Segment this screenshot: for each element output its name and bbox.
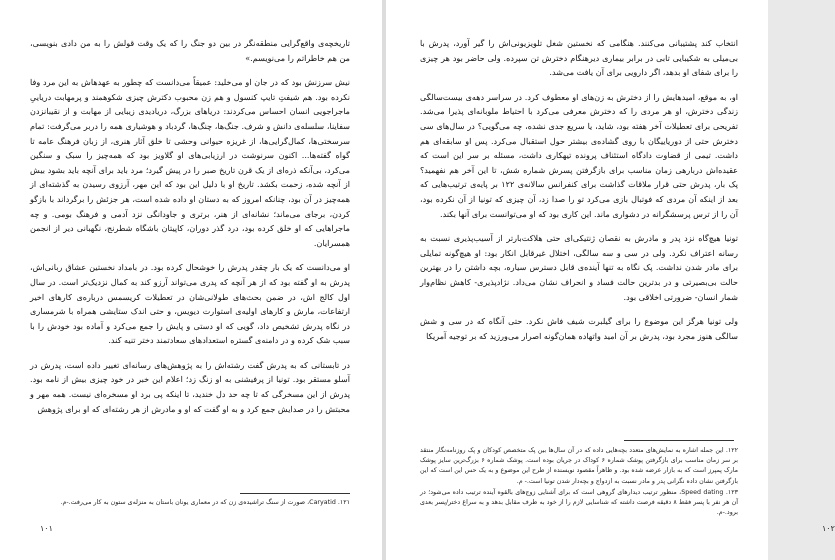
- footnote-rule: [240, 493, 350, 494]
- footnote: ۱۲۱. Caryatid، صورت از سنگ تراشیده‌ی زن که در معماری یونان باستان به منزله‌ی ستون به کار می‌رفت.-م.: [60, 499, 350, 506]
- left-page-body: [30, 36, 350, 426]
- paragraph: نیش سرزنش بود که در جان او می‌خلید: عمیقاً می‌دانست که چطور به عهدهاش به این مرد وفا نکرده بود. هم شیفتِ تایپ کنسول و هم زن محبوب دکترش چیزی شکوهمند و پرمهابت دریاییِ ماجراجویی انسان احساس می‌کردند: دریاهای بزرگ، دریادیدی زیبایی از مهابت و از نقیبانزدن سفاینا، سلسله‌ی دانش و شرف. جنگ‌ها، چنگ‌ها، گردباد و هوشیاری همه را دربر می‌گرفت: تمام سرسختی‌ها، کمال‌گرایی‌ها، از غریزه حیوانی وحشی تا خلق آثار هنری، از زبان فرهنگ عامه تا گواه گفته‌ها... اکنون سرنوشت در ارزیابی‌های او گلاویز بود که همه‌چیز را سبک و سنگین می‌کرد، بی‌آنکه ذره‌ای از یک قرن تاریخ صبر را در پیش گیرد؛ مرد باید برای آنچه باید بشود بیش از آنچه شده، زحمت بکشد. تاریخ او با دلیل این بود که این مهر، آرزوی رسیدن به گذشته‌ای از همه‌چیز در آن بود، چنانکه امروز که به دستان او داده شده است، هر جزئش را برگرداند با بازگو کردن، برجای می‌ماند؛ نشانه‌ای از هنر، برتری و جاودانگی نزد آدمی و فرهنگ بومی. و چه ماجراهایی که او خلق کرده بود، درد گذر دوران، کاپیتان باشگاه شطرنج، نگهبانی دیر از انجمن همسرایان.: [30, 77, 350, 248]
- footnote: ۱۲۲. این جمله اشاره به نمایش‌های متعدد بچه‌هایی داده که در آن سال‌ها بین پک متخصص کودکان و پک روزنامه‌نگار منتقد بر سر زمان مناسب برای بازگرفتن پوشک شماره ۶ کوداک در جریان بوده است. پوشک شماره ۶ بزرگ‌ترین سایز پوشک مارک پمپرز است که به بازار عرضه شده بود. و ظاهراً مقصود نویسنده از طرح این موضوع و به یک حس این است که این بازگرفتن نشان داده نگرانی پدر و مادر نسبت به ازدواج و بچه‌دار شدن تونیا است.- م.: [420, 447, 739, 485]
- left-footnotes: [30, 498, 350, 509]
- footnote: ۱۲۳. Speed dating، منظور ترتیب دیدارهای گروهی است که برای آشنایی زوج‌های بالقوه آینده ترتیب داده می‌شود؛ در آن هر نفر با پسر فقط ۸ دقیقه فرصت داشته که شناسایی لازم را از خود به طرف مقابل بدهد و به سراغ دختر/پسر بعدی برود.-م.: [420, 488, 738, 517]
- paragraph: تونیا هیچ‌گاه نزد پدر و مادرش به نقصان ژنتیکی‌ای حتی هلاکت‌بارتر از آسیب‌پذیری نسبت به رسانه اعتراف نکرد. ولی در سی و سه سالگی، اختلال غیرقابل انکار بود: او هیچ‌گونه تمایلی برای مادر شدن نداشت. پک نگاه به تنها آینده‌ی قابل دسترس سیاره، بچه داشتن را در بهترین حالت بی‌بصیرتی و در بدترین حالت فساد و انحراف نشان می‌داد. نژادپذیری- کاهش نظام‌وار شمار انسان- ضرورتی اخلاقی بود.: [420, 233, 738, 302]
- paragraph: او، به موقع، امیدهایش را از دخترش به زن‌های او معطوف کرد. در سراسر دهه‌ی بیست‌سالگی زندگی دخترش، او هر مردی را که دخترش معرفی می‌کرد با احتیاط ملوبانه‌ای پذیرا می‌شد. تفریحی برای تعطیلات آخر هفته بود، شاید، یا سریع جدی نشده، چه می‌گویی؟ در سال‌های سی دخترش حتی از دوریاییگان با روی گشاده‌ی بیشتر حول استقبال می‌کرد. پس او سابقه‌ای هم داشت. تیمی از قضاوت دادگاه استئناف پرونده تیهکاری داشت، مسئله بر سر این است که عقیده‌اش دربارهی زمان مناسب برای بازگرفتن پسرش شماره شش، تا این آخر هم نفهمید؟ پک بار، پدرش حتی قرار ملاقات گذاشت برای کنفرانس سالانه‌ی ۱۲۲ بر پایه‌ی ترتیب‌هایی که بعد از اینکه آن مردی که فوتبال بازی می‌کرد تو را صدا زد، آن چیزی که تونیا از آن نکرده بود، آن را از ترس پرسشگرانه در دشواری ماند. این کاری بود که او می‌توانست برای آنها بکند.: [420, 91, 738, 219]
- footnote-rule: [624, 440, 734, 441]
- paragraph: ولی تونیا هرگز این موضوع را برای گیلبرت شیف فاش نکرد. حتی آنگاه که در سی و شش سالگی هنوز مجرد بود، پدرش بر آن امید واتهاده همان‌گونه اصرار می‌ورزید که بر توجیه آمریکا: [420, 316, 738, 341]
- right-page: [386, 0, 835, 560]
- paragraph: تاریخچه‌ی واقع‌گرایی منطقه‌نگر در بین دو جنگ را که یک وقت قولش را به من دادی بنویسی، من هم خاطراتم را می‌نویسم.»: [30, 38, 350, 63]
- paragraph: انتخاب کند پشتیبانی می‌کنند. هنگامی که نخستین شغل تلویزیونی‌اش را گیر آورد، پدرش با بی‌میلی به شکیبایی تابی در برابر بیماری دیرهنگام دخترش تن سپرده. ولی حاضر بود هر چیزی را برای شفای او بدهد، اگر دارویی برای آن یافت می‌شد.: [420, 38, 738, 78]
- paragraph: او می‌دانست که یک بار چقدر پدرش را خوشحال کرده بود. در بامداد نخستین عشاق ربانی‌اش، پدرش به او گفته بود که از هر آنچه که پدری می‌تواند آرزو کند به کمال نزدیک‌تر است. در سال اول کالج اش، در ضمن بحث‌های طولانی‌شان در تعطیلات کریسمس درباره‌ی کارهای اخیر ارتفاعات، مارش و کارهای اولیه‌ی استوارت دیویس، و حتی اندک ستایشی همراه با شرمساری در نگاه پدرش تشخیص داد، گویی که او دستی و پایش را جمع می‌کرد و آماده بود خودش را با سبب شک کرده و در دامنه‌ی گستره استعدادهای سعادتمند دختر تنیه کند.: [30, 262, 350, 346]
- page-number: ۱۰۱: [40, 524, 53, 533]
- page-number: ۱۰۲: [822, 524, 835, 533]
- left-page: [0, 0, 382, 560]
- right-page-body: [420, 36, 738, 353]
- right-footnotes: [420, 446, 738, 519]
- paragraph: در تابستانی که به پدرش گفت رشته‌اش را به پژوهش‌های رسانه‌ای تغییر داده است، پدرش در آسلو مستقر بود. تونیا از پرفیشنی به او زنگ زد؛ اعلام این خبر در خود چیزی بیش از نامه بود. پدرش از این مسخرگی که تا چه حد دل خندید، تا اینکه پی برد او مسخره‌ای نیست. همه مهر و محبتش را در صدایش جمع کرد و به او گفت که او و مادرش از هر رشته‌ای که او برای پژوهش: [30, 359, 350, 414]
